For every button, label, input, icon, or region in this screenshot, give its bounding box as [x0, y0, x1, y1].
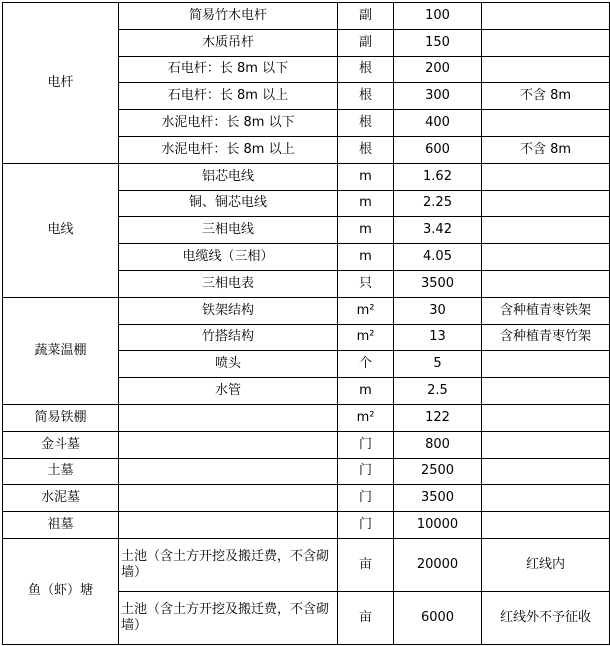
note-cell — [482, 3, 610, 30]
unit-cell: 副 — [338, 3, 394, 30]
unit-cell: 亩 — [338, 591, 394, 644]
table-row — [3, 512, 610, 539]
unit-cell: 根 — [338, 136, 394, 163]
table-row — [3, 431, 610, 458]
note-cell: 红线内 — [482, 538, 610, 591]
item-cell: 铝芯电线 — [119, 163, 338, 190]
unit-cell: m — [338, 190, 394, 217]
unit-cell: 门 — [338, 431, 394, 458]
unit-cell: m² — [338, 324, 394, 351]
note-cell — [482, 270, 610, 297]
price-cell: 30 — [394, 297, 482, 324]
note-cell — [482, 163, 610, 190]
price-cell: 2.5 — [394, 378, 482, 405]
note-cell: 含种植青枣铁架 — [482, 297, 610, 324]
price-cell: 122 — [394, 404, 482, 431]
note-cell — [482, 512, 610, 539]
unit-cell: 只 — [338, 270, 394, 297]
note-cell: 含种植青枣竹架 — [482, 324, 610, 351]
price-cell: 4.05 — [394, 244, 482, 271]
price-cell: 13 — [394, 324, 482, 351]
table-body — [3, 3, 610, 645]
category-cell: 土墓 — [3, 458, 119, 485]
price-cell: 3500 — [394, 485, 482, 512]
category-cell: 鱼（虾）塘 — [3, 538, 119, 644]
table-row — [3, 163, 610, 190]
note-cell — [482, 351, 610, 378]
price-cell: 3.42 — [394, 217, 482, 244]
item-cell: 木质吊杆 — [119, 29, 338, 56]
note-cell — [482, 485, 610, 512]
unit-cell: 根 — [338, 83, 394, 110]
note-cell — [482, 217, 610, 244]
item-cell: 铜、铜芯电线 — [119, 190, 338, 217]
price-cell: 100 — [394, 3, 482, 30]
note-cell: 红线外不予征收 — [482, 591, 610, 644]
unit-cell: m — [338, 244, 394, 271]
table-row — [3, 404, 610, 431]
price-cell: 400 — [394, 110, 482, 137]
item-cell: 简易竹木电杆 — [119, 3, 338, 30]
unit-cell: 亩 — [338, 538, 394, 591]
unit-cell: 个 — [338, 351, 394, 378]
item-cell: 三相电线 — [119, 217, 338, 244]
item-cell — [119, 431, 338, 458]
price-cell: 600 — [394, 136, 482, 163]
unit-cell: m — [338, 217, 394, 244]
item-cell: 电缆线（三相） — [119, 244, 338, 271]
table-row — [3, 485, 610, 512]
note-cell — [482, 458, 610, 485]
unit-cell: m — [338, 163, 394, 190]
unit-cell: 副 — [338, 29, 394, 56]
item-cell: 铁架结构 — [119, 297, 338, 324]
price-cell: 3500 — [394, 270, 482, 297]
category-cell: 祖墓 — [3, 512, 119, 539]
unit-cell: m² — [338, 404, 394, 431]
unit-cell: 根 — [338, 56, 394, 83]
category-cell: 电杆 — [3, 3, 119, 164]
unit-cell: 门 — [338, 485, 394, 512]
item-cell: 水泥电杆：长 8m 以上 — [119, 136, 338, 163]
item-cell: 三相电表 — [119, 270, 338, 297]
price-cell: 150 — [394, 29, 482, 56]
note-cell — [482, 431, 610, 458]
price-cell: 800 — [394, 431, 482, 458]
note-cell: 不含 8m — [482, 83, 610, 110]
table-row — [3, 458, 610, 485]
category-cell: 蔬菜温棚 — [3, 297, 119, 404]
table-row — [3, 297, 610, 324]
note-cell: 不含 8m — [482, 136, 610, 163]
item-cell: 水管 — [119, 378, 338, 405]
table-row — [3, 538, 610, 591]
item-cell — [119, 458, 338, 485]
unit-cell: 门 — [338, 458, 394, 485]
note-cell — [482, 110, 610, 137]
price-cell: 5 — [394, 351, 482, 378]
item-cell: 土池（含土方开挖及搬迁费，不含砌墙） — [119, 538, 338, 591]
price-cell: 2500 — [394, 458, 482, 485]
price-cell: 10000 — [394, 512, 482, 539]
item-cell — [119, 485, 338, 512]
note-cell — [482, 56, 610, 83]
note-cell — [482, 404, 610, 431]
note-cell — [482, 29, 610, 56]
table-row — [3, 3, 610, 30]
note-cell — [482, 244, 610, 271]
price-cell: 20000 — [394, 538, 482, 591]
item-cell: 竹搭结构 — [119, 324, 338, 351]
price-cell: 2.25 — [394, 190, 482, 217]
item-cell: 石电杆：长 8m 以下 — [119, 56, 338, 83]
price-cell: 200 — [394, 56, 482, 83]
price-cell: 1.62 — [394, 163, 482, 190]
category-cell: 金斗墓 — [3, 431, 119, 458]
category-cell: 电线 — [3, 163, 119, 297]
unit-cell: 根 — [338, 110, 394, 137]
unit-cell: 门 — [338, 512, 394, 539]
item-cell — [119, 512, 338, 539]
item-cell — [119, 404, 338, 431]
item-cell: 喷头 — [119, 351, 338, 378]
note-cell — [482, 378, 610, 405]
price-cell: 6000 — [394, 591, 482, 644]
item-cell: 土池（含土方开挖及搬迁费，不含砌墙） — [119, 591, 338, 644]
unit-cell: m — [338, 378, 394, 405]
category-cell: 简易铁棚 — [3, 404, 119, 431]
compensation-table — [2, 2, 610, 645]
item-cell: 石电杆：长 8m 以上 — [119, 83, 338, 110]
unit-cell: m² — [338, 297, 394, 324]
price-cell: 300 — [394, 83, 482, 110]
note-cell — [482, 190, 610, 217]
item-cell: 水泥电杆：长 8m 以下 — [119, 110, 338, 137]
category-cell: 水泥墓 — [3, 485, 119, 512]
